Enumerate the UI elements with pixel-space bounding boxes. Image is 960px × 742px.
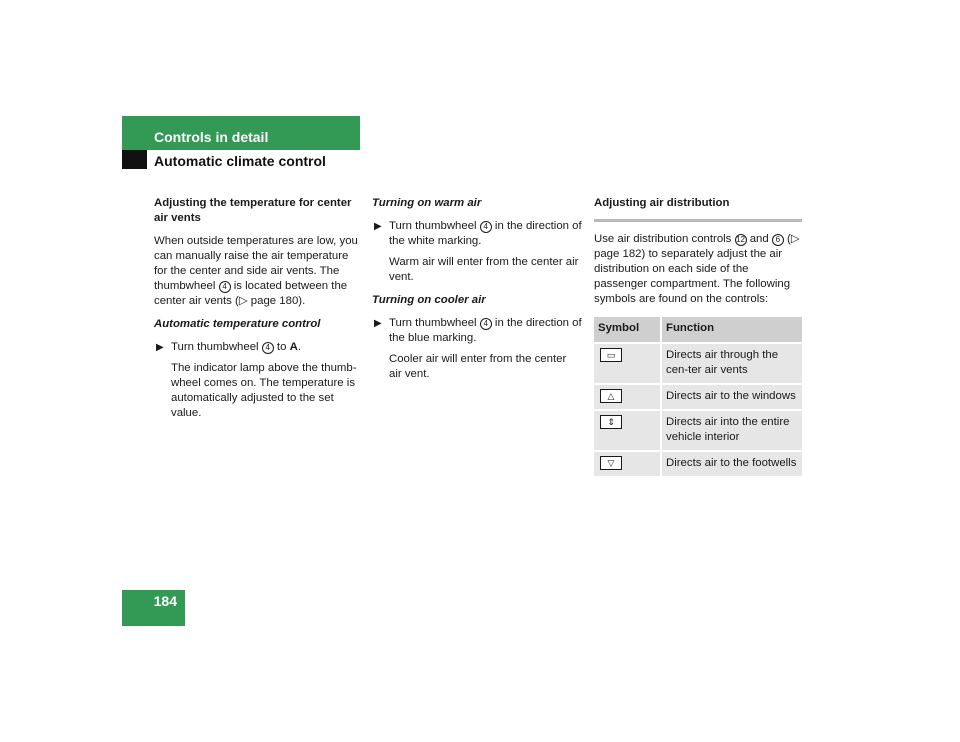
step-result: Cooler air will enter from the center air vent. bbox=[389, 353, 567, 380]
function-cell: Directs air through the cen-ter air vents bbox=[661, 343, 802, 384]
step-arrow-icon: ▶ bbox=[374, 318, 382, 329]
instruction-step: ▶ Turn thumbwheel 4 in the direction of the blue marking. bbox=[374, 317, 582, 344]
function-cell: Directs air to the windows bbox=[661, 384, 802, 410]
subheading: Automatic temperature control bbox=[154, 318, 321, 330]
callout-ref: 6 bbox=[772, 234, 784, 246]
column-header-symbol: Symbol bbox=[594, 317, 661, 343]
page-link[interactable]: ▷ page 180). bbox=[238, 295, 306, 307]
windows-icon: △ bbox=[600, 389, 622, 403]
instruction-step: ▶ Turn thumbwheel 4 to A. bbox=[156, 341, 301, 353]
column-3 bbox=[594, 196, 802, 476]
table-row bbox=[594, 410, 802, 451]
subheading-cool: Turning on cooler air bbox=[372, 294, 486, 306]
column-2 bbox=[372, 196, 582, 390]
intro-paragraph: Use air distribution controls 12 and 6 (▷ page 182) to separately adjust the air distribution on each side of the passenger compartment. The following symbols are found on the controls: bbox=[594, 233, 800, 305]
column-header-function: Function bbox=[661, 317, 802, 343]
section-heading: Adjusting the temperature for center air vents bbox=[154, 197, 352, 224]
callout-ref: 4 bbox=[480, 318, 492, 330]
header-marker bbox=[122, 150, 147, 169]
page-number: 184 bbox=[153, 593, 177, 609]
entire-interior-icon: ⇕ bbox=[600, 415, 622, 429]
table-row bbox=[594, 343, 802, 384]
section-divider bbox=[594, 219, 802, 222]
step-result: Warm air will enter from the center air vent. bbox=[389, 256, 579, 283]
footwells-icon: ▽ bbox=[600, 456, 622, 470]
step-arrow-icon: ▶ bbox=[374, 221, 382, 232]
section-subtitle: Automatic climate control bbox=[154, 153, 326, 169]
function-cell: Directs air into the entire vehicle interior bbox=[661, 410, 802, 451]
instruction-step: ▶ Turn thumbwheel 4 in the direction of the white marking. bbox=[374, 220, 582, 247]
callout-ref: 4 bbox=[219, 281, 231, 293]
table-row bbox=[594, 384, 802, 410]
subheading-warm: Turning on warm air bbox=[372, 197, 482, 209]
step-arrow-icon: ▶ bbox=[156, 342, 164, 353]
page-number-band bbox=[122, 590, 185, 626]
function-cell: Directs air to the footwells bbox=[661, 451, 802, 476]
column-1 bbox=[154, 196, 364, 429]
table-row bbox=[594, 451, 802, 476]
callout-ref: 12 bbox=[736, 235, 745, 244]
callout-ref: 4 bbox=[480, 221, 492, 233]
intro-paragraph: When outside temperatures are low, you can manually raise the air temperature for the center and side air vents. The thumbwheel 4 is located between the center air vents (▷ page 180). bbox=[154, 235, 358, 307]
center-vents-icon: ▭ bbox=[600, 348, 622, 362]
section-title: Adjusting air distribution bbox=[594, 197, 730, 209]
symbols-table bbox=[594, 317, 802, 476]
step-result: The indicator lamp above the thumb-wheel comes on. The temperature is automatically adjusted to the set value. bbox=[171, 362, 357, 419]
callout-ref: 4 bbox=[262, 342, 274, 354]
chapter-title: Controls in detail bbox=[154, 129, 269, 145]
